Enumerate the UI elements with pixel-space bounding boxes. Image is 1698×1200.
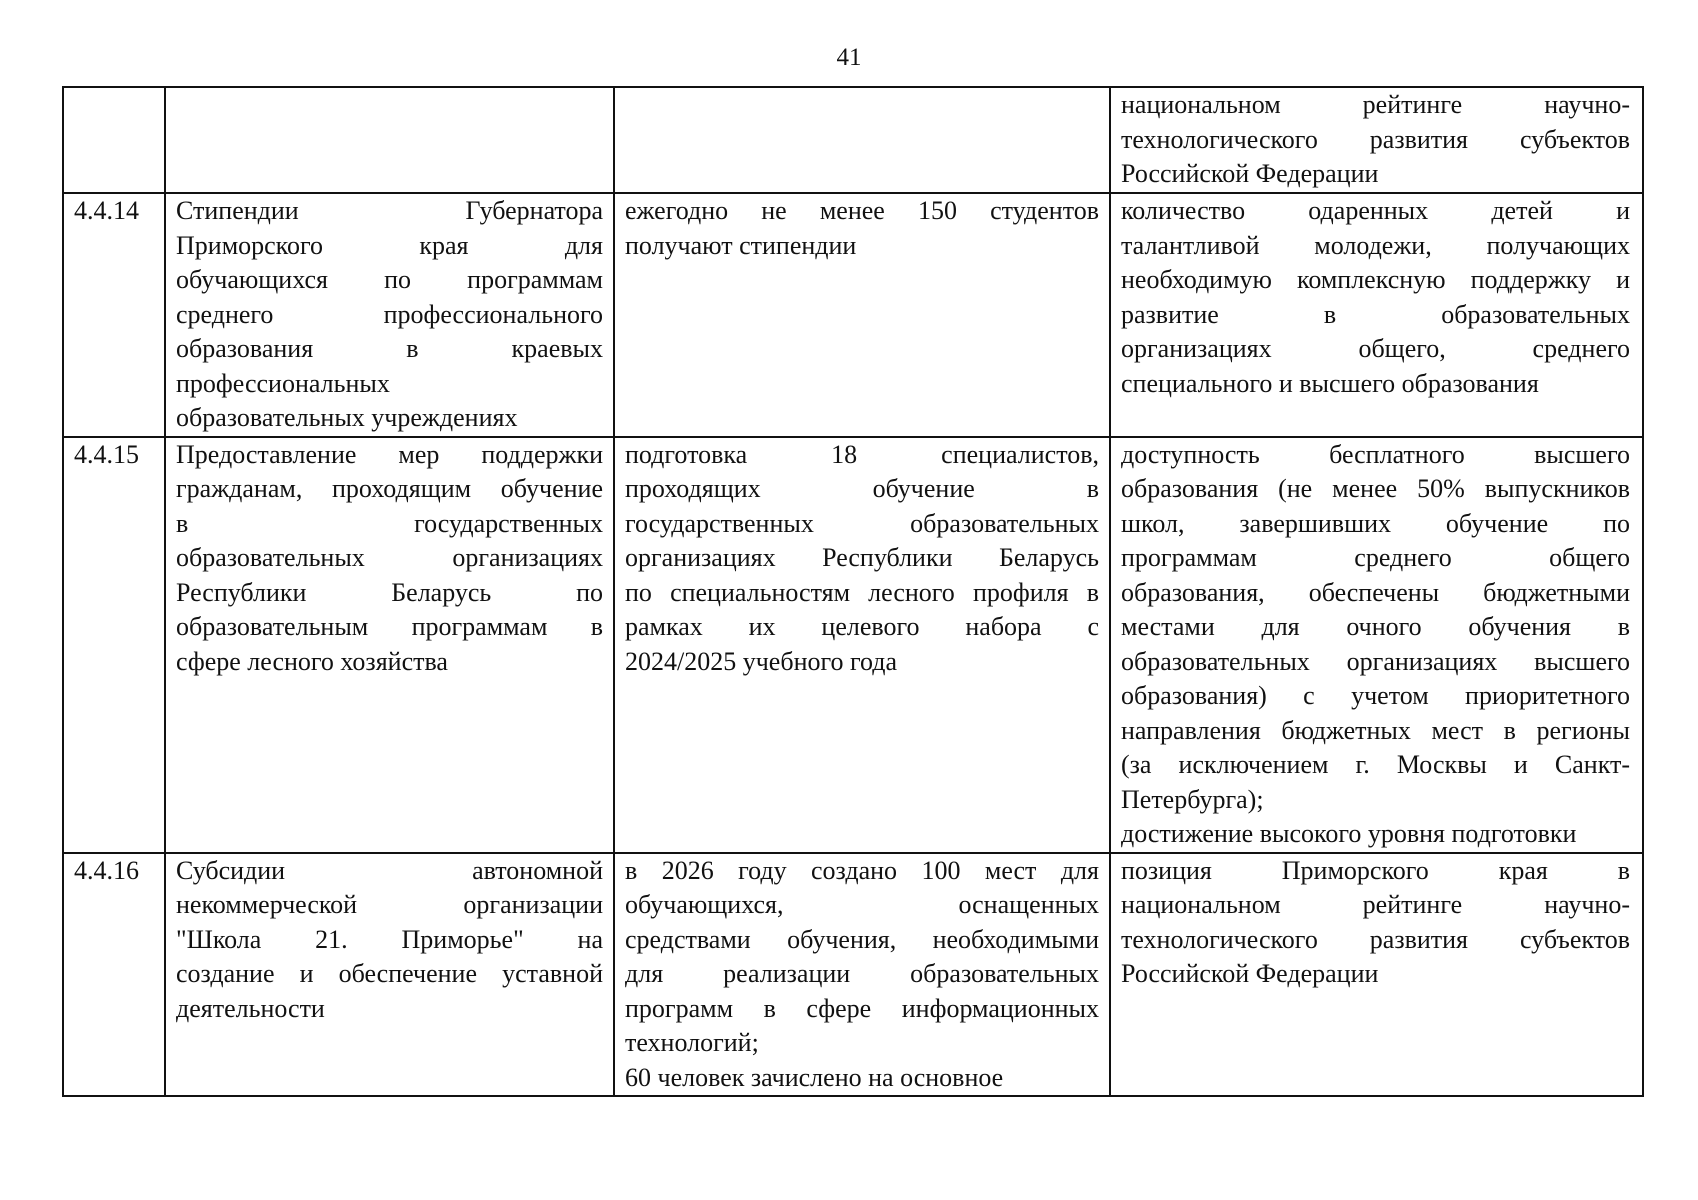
cell-text-line: организациях общего, среднего [1121, 334, 1630, 363]
cell-text-line: образования (не менее 50% выпускников [1121, 474, 1630, 503]
cell-text-line: организациях Республики Беларусь [625, 543, 1099, 572]
cell-text-line: Предоставление мер поддержки [176, 439, 603, 469]
cell-text-line: среднего профессионального [176, 299, 603, 329]
cell-text-line: "Школа 21. Приморье" на [176, 924, 603, 954]
indicator-cell [1110, 437, 1643, 853]
expected-result-cell [614, 853, 1110, 1097]
cell-text-line: технологического развития субъектов [1121, 924, 1630, 954]
cell-text-line: ежегодно не менее 150 студентов [625, 196, 1099, 225]
measure-name-cell [165, 87, 614, 193]
cell-text-line: (за исключением г. Москвы и Санкт- [1121, 750, 1630, 779]
cell-text-line: государственных образовательных [625, 508, 1099, 538]
cell-text-line: некоммерческой организации [176, 890, 603, 919]
cell-text-line: проходящих обучение в [625, 474, 1099, 503]
cell-text-line: профессиональных [176, 368, 390, 398]
cell-text-line: развитие в образовательных [1121, 299, 1630, 329]
cell-text-line: специального и высшего образования [1121, 368, 1539, 398]
cell-text-line: Российской Федерации [1121, 959, 1379, 988]
cell-text-line: Субсидии автономной [176, 855, 603, 885]
cell-text-line: программам среднего общего [1121, 543, 1630, 572]
cell-text-line: для реализации образовательных [625, 959, 1099, 988]
cell-text-line: 2024/2025 учебного года [625, 646, 898, 676]
cell-text-line: образовательным программам в [176, 612, 603, 641]
cell-text-line: средствами обучения, необходимыми [625, 924, 1099, 954]
item-number-cell: 4.4.14 [63, 193, 165, 437]
cell-text-line: Республики Беларусь по [176, 577, 603, 607]
indicator-cell [1110, 193, 1643, 437]
cell-text-line: 60 человек зачислено на основное [625, 1062, 1004, 1092]
expected-result-cell [614, 437, 1110, 853]
expected-result-cell [614, 87, 1110, 193]
cell-text-line: необходимую комплексную поддержку и [1121, 265, 1630, 294]
cell-text-line: количество одаренных детей и [1121, 196, 1630, 225]
measure-name-cell [165, 853, 614, 1097]
cell-text-line: национальном рейтинге научно- [1121, 890, 1630, 919]
cell-text-line: создание и обеспечение уставной [176, 959, 603, 988]
cell-text-line: программ в сфере информационных [625, 993, 1099, 1023]
page-number: 41 [836, 44, 862, 71]
cell-text-line: талантливой молодежи, получающих [1121, 230, 1630, 260]
cell-text-line: местами для очного обучения в [1121, 612, 1630, 641]
cell-text-line: получают стипендии [625, 230, 857, 260]
measure-name-cell [165, 193, 614, 437]
table-row [63, 193, 1643, 437]
measure-name-cell [165, 437, 614, 853]
indicator-cell [1110, 87, 1643, 193]
indicator-cell [1110, 853, 1643, 1097]
measures-table [62, 86, 1644, 1097]
cell-text-line: рамках их целевого набора с [625, 612, 1099, 641]
cell-text-line: доступность бесплатного высшего [1121, 439, 1630, 469]
cell-text-line: Приморского края для [176, 230, 603, 260]
expected-result-cell [614, 193, 1110, 437]
cell-text-line: в государственных [176, 508, 603, 538]
item-number-cell: 4.4.16 [63, 853, 165, 1097]
cell-text-line: технологий; [625, 1028, 759, 1057]
item-number-cell [63, 87, 165, 193]
table-row [63, 853, 1643, 1097]
item-number-cell: 4.4.15 [63, 437, 165, 853]
table-row [63, 87, 1643, 193]
cell-text-line: гражданам, проходящим обучение [176, 474, 603, 503]
cell-text-line: национальном рейтинге научно- [1121, 90, 1630, 119]
cell-text-line: школ, завершивших обучение по [1121, 508, 1630, 538]
cell-text-line: деятельности [176, 993, 325, 1023]
cell-text-line: сфере лесного хозяйства [176, 646, 448, 676]
table-row [63, 437, 1643, 853]
cell-text-line: обучающихся по программам [176, 265, 603, 294]
cell-text-line: в 2026 году создано 100 мест для [625, 855, 1099, 885]
cell-text-line: позиция Приморского края в [1121, 855, 1630, 885]
cell-text-line: Стипендии Губернатора [176, 196, 603, 225]
cell-text-line: Петербурга); [1121, 784, 1264, 814]
cell-text-line: Российской Федерации [1121, 159, 1379, 188]
cell-text-line: обучающихся, оснащенных [625, 890, 1099, 919]
cell-text-line: образования) с учетом приоритетного [1121, 681, 1630, 710]
cell-text-line: подготовка 18 специалистов, [625, 439, 1099, 469]
cell-text-line: по специальностям лесного профиля в [625, 577, 1099, 607]
cell-text-line: образования, обеспечены бюджетными [1121, 577, 1630, 607]
cell-text-line: достижение высокого уровня подготовки [1121, 819, 1577, 848]
cell-text-line: образования в краевых [176, 334, 603, 363]
cell-text-line: направления бюджетных мест в регионы [1121, 715, 1630, 745]
cell-text-line: технологического развития субъектов [1121, 124, 1630, 154]
cell-text-line: образовательных учреждениях [176, 403, 518, 432]
cell-text-line: образовательных организациях высшего [1121, 646, 1630, 676]
cell-text-line: образовательных организациях [176, 543, 603, 572]
